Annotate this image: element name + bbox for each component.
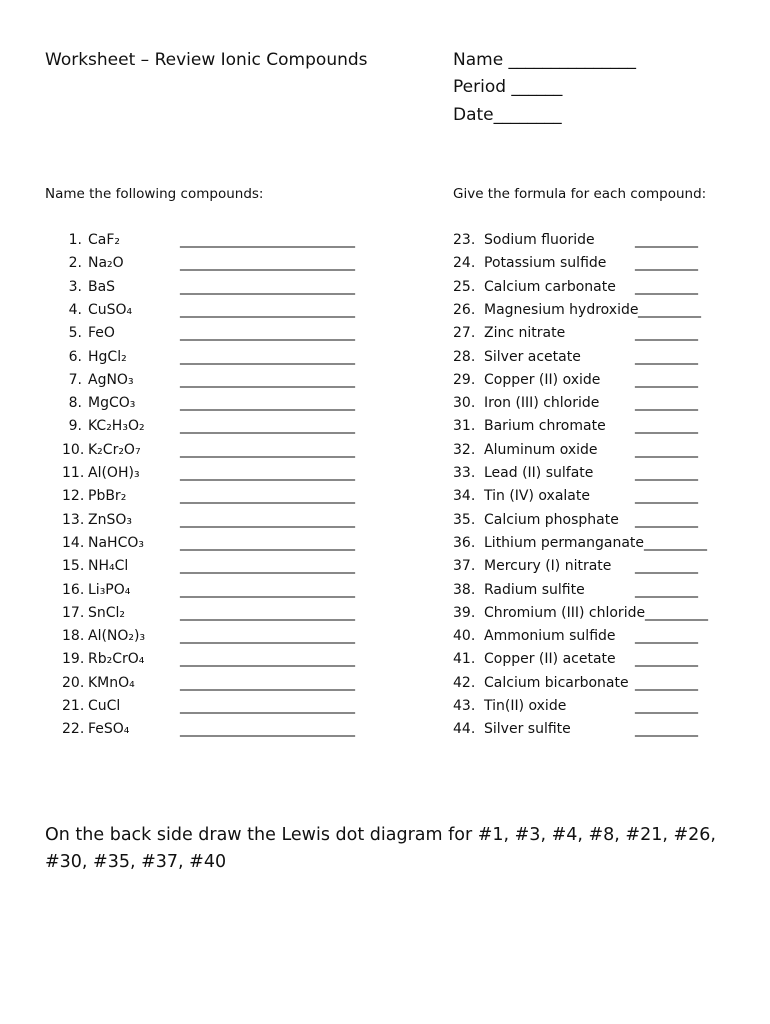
naming-question-row — [62, 648, 432, 671]
question-number: 30. — [453, 395, 476, 412]
question-number: 43. — [453, 698, 476, 714]
compound-name: Silver acetate — [484, 348, 581, 365]
question-number: 6. — [68, 348, 82, 365]
compound-name: Iron (III) chloride — [484, 395, 600, 412]
footer-instruction: On the back side draw the Lewis dot diagram for #1, #3, #4, #8, #21, #26, #30, #35, #37, #40 — [45, 825, 716, 872]
question-number: 32. — [453, 441, 476, 458]
answer-line[interactable]: _________ — [635, 581, 698, 598]
naming-question-row — [62, 579, 432, 602]
period-field[interactable]: Period ______ — [453, 77, 563, 97]
question-number: 23. — [453, 232, 476, 248]
answer-line[interactable]: _________ — [635, 441, 698, 458]
compound-formula: CaF₂ — [88, 232, 121, 248]
name-field[interactable]: Name _______________ — [453, 50, 637, 70]
answer-line[interactable]: _________ — [635, 465, 698, 481]
answer-line[interactable]: _________________________ — [180, 698, 355, 714]
answer-line[interactable]: _________ — [635, 418, 698, 435]
question-number: 41. — [453, 651, 476, 668]
formula-question-row — [453, 648, 753, 671]
formula-question-row — [453, 415, 753, 438]
left-instruction: Name the following compounds: — [45, 186, 264, 202]
question-number: 38. — [453, 581, 476, 598]
answer-line[interactable]: _________ — [635, 348, 698, 365]
answer-line[interactable]: _________________________ — [180, 581, 355, 598]
compound-formula: SnCl₂ — [88, 604, 126, 621]
question-number: 33. — [453, 465, 476, 481]
question-number: 15. — [62, 558, 85, 575]
naming-question-row — [62, 229, 432, 252]
compound-formula: NaHCO₃ — [88, 534, 144, 551]
answer-line[interactable]: _________________________ — [180, 255, 355, 272]
question-number: 28. — [453, 348, 476, 365]
answer-line[interactable]: _________________________ — [180, 558, 355, 575]
question-number: 13. — [62, 511, 85, 528]
formula-question-row — [453, 229, 753, 252]
naming-question-row — [62, 485, 432, 508]
naming-question-row — [62, 415, 432, 438]
naming-question-row — [62, 276, 432, 299]
question-number: 17. — [62, 604, 85, 621]
answer-line[interactable]: _________ — [635, 325, 698, 342]
question-number: 40. — [453, 628, 476, 645]
answer-line[interactable]: _________________________ — [180, 604, 355, 621]
question-number: 7. — [68, 371, 82, 388]
answer-line[interactable]: _________ — [635, 674, 698, 691]
answer-line[interactable]: _________________________ — [180, 488, 355, 505]
compound-formula: Na₂O — [88, 255, 124, 272]
compound-name: Silver sulfite — [484, 721, 571, 738]
compound-formula: ZnSO₃ — [88, 511, 132, 528]
answer-line[interactable]: _________________________ — [180, 278, 355, 295]
formula-question-row — [453, 346, 753, 369]
formula-question-row — [453, 532, 753, 555]
compound-name: Tin (IV) oxalate — [484, 488, 590, 505]
answer-line[interactable]: _________________________ — [180, 511, 355, 528]
naming-question-row — [62, 625, 432, 648]
compound-name: Ammonium sulfide — [484, 628, 616, 645]
question-number: 10. — [62, 441, 85, 458]
formula-question-row — [453, 695, 753, 718]
compound-formula: KMnO₄ — [88, 674, 135, 691]
naming-question-row — [62, 602, 432, 625]
question-number: 4. — [68, 301, 82, 318]
formula-question-row — [453, 369, 753, 392]
answer-line[interactable]: _________ — [635, 232, 698, 248]
compound-name: Magnesium hydroxide — [484, 301, 639, 318]
question-number: 24. — [453, 255, 476, 272]
compound-name: Chromium (III) chloride — [484, 604, 646, 621]
question-number: 27. — [453, 325, 476, 342]
compound-name: Lead (II) sulfate — [484, 465, 594, 481]
naming-question-row — [62, 439, 432, 462]
compound-formula: MgCO₃ — [88, 395, 136, 412]
answer-line[interactable]: _________ — [644, 534, 707, 551]
formula-question-row — [453, 555, 753, 578]
compound-formula: Li₃PO₄ — [88, 581, 131, 598]
worksheet-title: Worksheet – Review Ionic Compounds — [45, 50, 368, 70]
answer-line[interactable]: _________________________ — [180, 441, 355, 458]
answer-line[interactable]: _________________________ — [180, 418, 355, 435]
answer-line[interactable]: _________ — [635, 698, 698, 714]
compound-formula: HgCl₂ — [88, 348, 127, 365]
compound-formula: PbBr₂ — [88, 488, 127, 505]
naming-question-row — [62, 509, 432, 532]
question-number: 8. — [68, 395, 82, 412]
compound-formula: CuCl — [88, 698, 121, 714]
compound-formula: Al(OH)₃ — [88, 465, 140, 481]
question-number: 42. — [453, 674, 476, 691]
naming-question-row — [62, 555, 432, 578]
question-number: 31. — [453, 418, 476, 435]
compound-formula: Rb₂CrO₄ — [88, 651, 145, 668]
naming-question-row — [62, 299, 432, 322]
question-number: 37. — [453, 558, 476, 575]
question-number: 11. — [62, 465, 85, 481]
formula-question-row — [453, 509, 753, 532]
formula-question-row — [453, 252, 753, 275]
compound-formula: KC₂H₃O₂ — [88, 418, 145, 435]
question-number: 26. — [453, 301, 476, 318]
formula-question-row — [453, 299, 753, 322]
answer-line[interactable]: _________ — [635, 721, 698, 738]
compound-name: Tin(II) oxide — [484, 698, 567, 714]
question-number: 14. — [62, 534, 85, 551]
naming-question-row — [62, 252, 432, 275]
formula-question-row — [453, 322, 753, 345]
compound-formula: K₂Cr₂O₇ — [88, 441, 141, 458]
compound-name: Calcium phosphate — [484, 511, 619, 528]
compound-name: Barium chromate — [484, 418, 606, 435]
question-number: 25. — [453, 278, 476, 295]
question-number: 22. — [62, 721, 85, 738]
answer-line[interactable]: _________ — [635, 651, 698, 668]
compound-formula: FeO — [88, 325, 115, 342]
formula-question-row — [453, 579, 753, 602]
formula-question-row — [453, 718, 753, 741]
compound-formula: FeSO₄ — [88, 721, 130, 738]
answer-line[interactable]: _________________________ — [180, 651, 355, 668]
compound-name: Zinc nitrate — [484, 325, 566, 342]
answer-line[interactable]: _________________________ — [180, 232, 355, 248]
question-number: 21. — [62, 698, 85, 714]
naming-question-row — [62, 346, 432, 369]
answer-line[interactable]: _________ — [635, 278, 698, 295]
naming-question-row — [62, 672, 432, 695]
question-number: 20. — [62, 674, 85, 691]
question-number: 18. — [62, 628, 85, 645]
answer-line[interactable]: _________ — [635, 558, 698, 575]
question-number: 35. — [453, 511, 476, 528]
question-number: 44. — [453, 721, 476, 738]
answer-line[interactable]: _________ — [635, 371, 698, 388]
question-number: 29. — [453, 371, 476, 388]
naming-question-row — [62, 695, 432, 718]
formula-question-row — [453, 625, 753, 648]
formula-question-row — [453, 602, 753, 625]
answer-line[interactable]: _________________________ — [180, 465, 355, 481]
question-number: 9. — [68, 418, 82, 435]
question-number: 39. — [453, 604, 476, 621]
answer-line[interactable]: _________ — [645, 604, 708, 621]
compound-name: Calcium carbonate — [484, 278, 616, 295]
compound-name: Copper (II) oxide — [484, 371, 601, 388]
compound-name: Radium sulfite — [484, 581, 585, 598]
question-number: 5. — [68, 325, 82, 342]
answer-line[interactable]: _________ — [635, 628, 698, 645]
formula-question-row — [453, 276, 753, 299]
compound-formula: NH₄Cl — [88, 558, 129, 575]
answer-line[interactable]: _________ — [635, 255, 698, 272]
date-field[interactable]: Date________ — [453, 105, 562, 125]
naming-question-row — [62, 322, 432, 345]
right-instruction: Give the formula for each compound: — [453, 186, 707, 202]
question-number: 3. — [68, 278, 82, 295]
formula-question-row — [453, 392, 753, 415]
answer-line[interactable]: _________________________ — [180, 674, 355, 691]
question-number: 2. — [68, 255, 82, 272]
answer-line[interactable]: _________________________ — [180, 371, 355, 388]
answer-line[interactable]: _________________________ — [180, 721, 355, 738]
formula-question-row — [453, 462, 753, 485]
answer-line[interactable]: _________ — [638, 301, 701, 318]
question-number: 34. — [453, 488, 476, 505]
question-number: 19. — [62, 651, 85, 668]
compound-formula: BaS — [88, 278, 116, 295]
answer-line[interactable]: _________________________ — [180, 348, 355, 365]
answer-line[interactable]: _________________________ — [180, 534, 355, 551]
compound-formula: CuSO₄ — [88, 301, 133, 318]
answer-line[interactable]: _________ — [635, 511, 698, 528]
compound-name: Calcium bicarbonate — [484, 674, 629, 691]
compound-name: Copper (II) acetate — [484, 651, 616, 668]
answer-line[interactable]: _________ — [635, 395, 698, 412]
formula-question-row — [453, 439, 753, 462]
compound-name: Mercury (I) nitrate — [484, 558, 612, 575]
formula-question-row — [453, 485, 753, 508]
answer-line[interactable]: _________________________ — [180, 628, 355, 645]
question-number: 36. — [453, 534, 476, 551]
naming-question-row — [62, 369, 432, 392]
naming-question-row — [62, 532, 432, 555]
compound-name: Sodium fluoride — [484, 232, 595, 248]
formula-question-row — [453, 672, 753, 695]
compound-name: Aluminum oxide — [484, 441, 598, 458]
naming-question-row — [62, 718, 432, 741]
question-number: 1. — [68, 232, 82, 248]
answer-line[interactable]: _________________________ — [180, 301, 355, 318]
question-number: 12. — [62, 488, 85, 505]
answer-line[interactable]: _________ — [635, 488, 698, 505]
question-number: 16. — [62, 581, 85, 598]
compound-formula: AgNO₃ — [88, 371, 134, 388]
compound-formula: Al(NO₂)₃ — [88, 628, 146, 645]
answer-line[interactable]: _________________________ — [180, 325, 355, 342]
compound-name: Lithium permanganate — [484, 534, 645, 551]
compound-name: Potassium sulfide — [484, 255, 607, 272]
naming-question-row — [62, 462, 432, 485]
answer-line[interactable]: _________________________ — [180, 395, 355, 412]
naming-question-row — [62, 392, 432, 415]
